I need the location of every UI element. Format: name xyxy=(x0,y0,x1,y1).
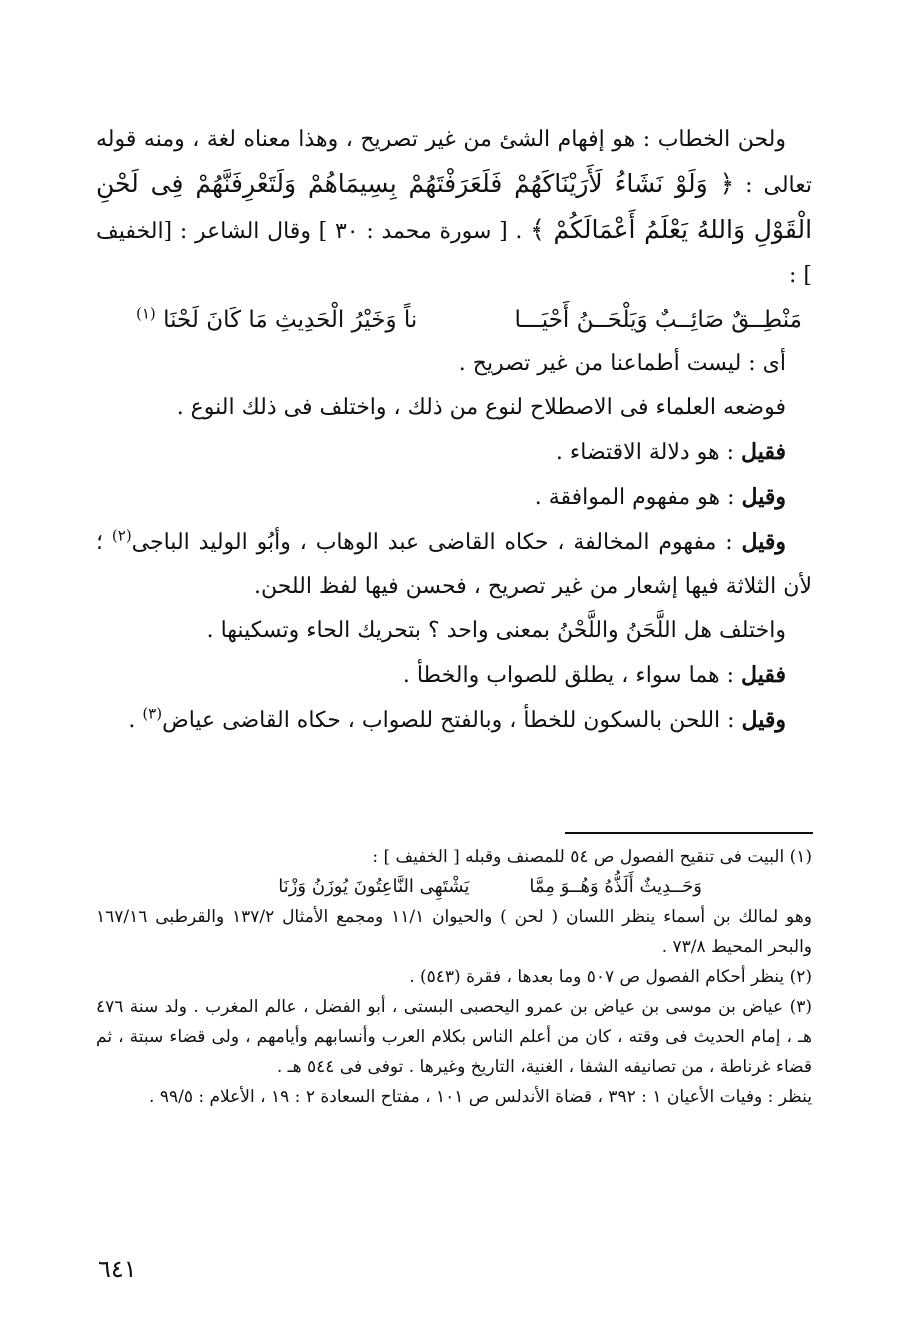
footnotes xyxy=(96,842,812,1112)
opinion-paragraph xyxy=(96,698,812,743)
footnote-separator xyxy=(565,832,813,834)
footnote-1-verse xyxy=(96,872,812,902)
poetry-verse xyxy=(96,298,812,342)
paragraph-lahn-al-khitab xyxy=(96,118,812,298)
opinion-paragraph xyxy=(96,653,812,698)
opinion-text: : اللحن بالسكون للخطأ ، وبالفتح للصواب ، حكاه القاضى عياض xyxy=(162,708,735,733)
opinion-term: وقيل xyxy=(741,707,786,733)
opinion-paragraph xyxy=(96,520,812,609)
opinion-text: : هما سواء ، يطلق للصواب والخطأ . xyxy=(402,663,735,688)
opinion-paragraph xyxy=(96,430,812,475)
verse-second-hemistich: يَشْتَهِى النَّاعِتُونَ يُوزَنُ وَزْنَا xyxy=(278,876,470,897)
verse-second-hemistich: ناً وَخَيْرُ الْحَدِيثِ مَا كَانَ لَحْنَا $^{(١)}$ xyxy=(136,304,418,333)
verse-first-hemistich: وَحَــدِيثٌ أَلَذُّهُ وَهُــوَ مِمَّا xyxy=(529,876,702,897)
paragraph-text: . [ سورة محمد : ٣٠ ] وقال الشاعر : [الخفيف ] : xyxy=(96,219,812,288)
opinion-term: فقيل xyxy=(741,662,786,688)
quran-verse: ﴿ وَلَوْ نَشَاءُ لَأَرَيْنَاكَهُمْ فَلَعَرَفْتَهُمْ بِسِيمَاهُمْ وَلَتَعْرِفَنَّهُمْ فِى لَحْنِ الْقَوْلِ وَاللهُ يَعْلَمُ أَعْمَالَكُمْ ﴾ xyxy=(96,169,813,244)
paragraph: أى : ليست أطماعنا من غير تصريح . xyxy=(458,351,786,376)
sentence-end: . xyxy=(128,708,136,733)
footnote-ref-1: (١) xyxy=(136,304,156,323)
opinion-term: وقيل xyxy=(741,529,786,555)
verse-first-hemistich: مَنْطِــقٌ صَائِــبٌ وَيَلْحَــنُ أَحْيَـــا xyxy=(514,307,802,333)
footnote-ref-2: (٢) xyxy=(111,526,132,545)
opinion-term: وقيل xyxy=(741,484,786,510)
opinion-term: فقيل xyxy=(741,439,786,465)
footnote-3-references: ينظر : وفيات الأعيان ١ : ٣٩٢ ، قضاة الأندلس ص ١٠١ ، مفتاح السعادة ٢ : ١٩ ، الأعلام : ٩٩/٥ . xyxy=(149,1087,812,1107)
opinion-paragraph xyxy=(96,475,812,520)
opinion-text: : مفهوم المخالفة ، حكاه القاضى عبد الوهاب ، وأبُو الوليد الباجى xyxy=(131,530,733,555)
paragraph: فوضعه العلماء فى الاصطلاح لنوع من ذلك ، واختلف فى ذلك النوع . xyxy=(176,395,786,420)
footnote-1-intro: (١) البيت فى تنقيح الفصول ص ٥٤ للمصنف وقبله [ الخفيف ] : xyxy=(372,847,812,867)
paragraph: واختلف هل اللَّحَنُ واللَّحْنُ بمعنى واحد ؟ بتحريك الحاء وتسكينها . xyxy=(206,618,786,643)
footnote-2: (٢) ينظر أحكام الفصول ص ٥٠٧ وما بعدها ، فقرة (٥٤٣) . xyxy=(409,967,812,987)
page-number: ٦٤١ xyxy=(98,1255,137,1283)
main-text xyxy=(96,118,812,743)
footnote-3: (٣) عياض بن موسى بن عياض بن عمرو اليحصبى البستى ، أبو الفضل ، عالم المغرب . ولد سنة ٤٧٦ هـ ، إمام الحديث فى وقته ، كان من أعلم الناس بكلام العرب وأنسابهم وأيامهم ، ولى قضاء سبتة ، ثم قضاء غرناطة ، من تصانيفه الشفا ، الغنية، التاريخ وغيرها . توفى فى ٥٤٤ هـ . xyxy=(96,997,812,1077)
opinion-text: : هو مفهوم الموافقة . xyxy=(534,485,735,510)
footnote-1-text: وهو لمالك بن أسماء ينظر اللسان ( لحن ) والحيوان ١١/١ ومجمع الأمثال ١٣٧/٢ والقرطبى ١٦٧/١٦ والبحر المحيط ٧٣/٨ . xyxy=(96,907,812,957)
opinion-text: : هو دلالة الاقتضاء . xyxy=(555,440,735,465)
paragraph-text: ولحن الخطاب : هو إفهام الشئ من غير تصريح ، وهذا معناه لغة ، ومنه قوله تعالى : xyxy=(96,127,812,198)
footnote-ref-3: (٣) xyxy=(142,704,163,723)
opinion-text: ؛ لأن الثلاثة فيها إشعار من غير تصريح ، فحسن فيها لفظ اللحن. xyxy=(96,530,812,599)
